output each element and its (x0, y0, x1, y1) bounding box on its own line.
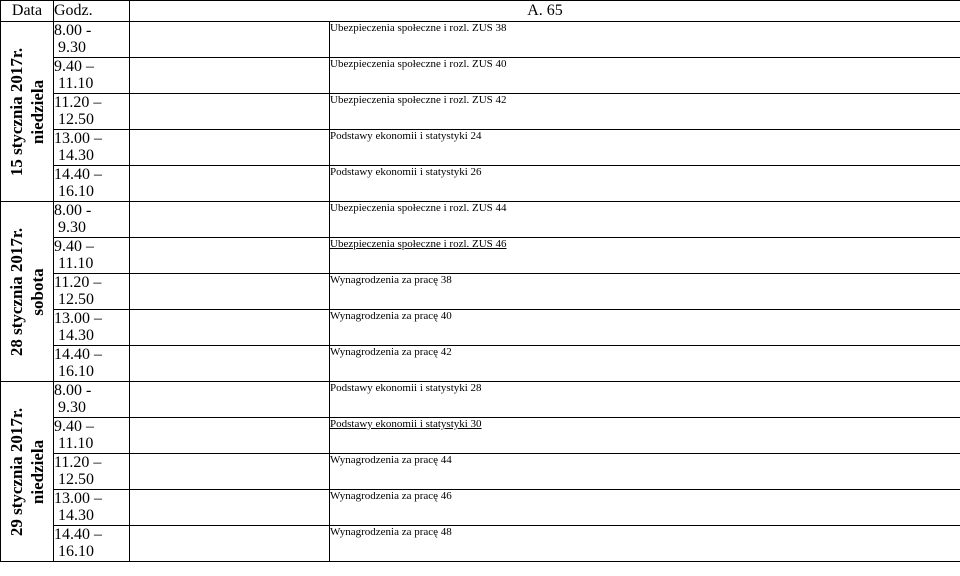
subject-cell: Ubezpieczenia społeczne i rozl. ZUS 40 (330, 58, 960, 94)
time-cell (54, 238, 130, 274)
time-end: 12.50 (58, 111, 94, 128)
time-start: 13.00 – (54, 490, 102, 507)
time-cell (54, 526, 130, 562)
subject-cell: Wynagrodzenia za pracę 44 (330, 454, 960, 490)
subject-cell: Ubezpieczenia społeczne i rozl. ZUS 46 (330, 238, 960, 274)
time-cell (54, 310, 130, 346)
table-row (1, 418, 960, 454)
day-date-cell (1, 382, 54, 562)
table-row (1, 382, 960, 418)
time-cell (54, 418, 130, 454)
subject-cell: Ubezpieczenia społeczne i rozl. ZUS 42 (330, 94, 960, 130)
time-end: 9.30 (58, 399, 86, 416)
time-start: 14.40 – (54, 346, 102, 363)
time-cell (54, 202, 130, 238)
subject-cell: Podstawy ekonomii i statystyki 28 (330, 382, 960, 418)
time-end: 12.50 (58, 291, 94, 308)
subject-cell: Ubezpieczenia społeczne i rozl. ZUS 44 (330, 202, 960, 238)
table-row (1, 526, 960, 562)
day-date-cell (1, 22, 54, 202)
time-start: 9.40 – (54, 418, 94, 435)
table-row (1, 454, 960, 490)
time-cell (54, 22, 130, 58)
time-end: 12.50 (58, 471, 94, 488)
table-row (1, 346, 960, 382)
time-cell (54, 94, 130, 130)
time-start: 9.40 – (54, 58, 94, 75)
time-cell (54, 346, 130, 382)
time-start: 11.20 – (54, 94, 102, 111)
time-cell (54, 58, 130, 94)
time-end: 11.10 (58, 255, 94, 272)
subject-cell: Wynagrodzenia za pracę 40 (330, 310, 960, 346)
header-time: Godz. (54, 1, 130, 22)
time-end: 11.10 (58, 435, 94, 452)
table-row (1, 238, 960, 274)
table-row (1, 310, 960, 346)
time-start: 11.20 – (54, 274, 102, 291)
table-row (1, 58, 960, 94)
table-row (1, 94, 960, 130)
time-end: 9.30 (58, 39, 86, 56)
day-weekday: sobota (28, 267, 47, 316)
time-cell (54, 382, 130, 418)
time-end: 16.10 (58, 363, 94, 380)
table-row (1, 130, 960, 166)
time-start: 14.40 – (54, 526, 102, 543)
subject-cell: Podstawy ekonomii i statystyki 30 (330, 418, 960, 454)
time-end: 11.10 (58, 75, 94, 92)
day-date: 29 stycznia 2017r. (7, 407, 26, 536)
day-date-cell (1, 202, 54, 382)
header-date: Data (1, 1, 54, 22)
time-start: 9.40 – (54, 238, 94, 255)
table-row (1, 202, 960, 238)
day-weekday: niedziela (28, 439, 47, 504)
subject-cell: Podstawy ekonomii i statystyki 24 (330, 130, 960, 166)
time-start: 11.20 – (54, 454, 102, 471)
time-end: 16.10 (58, 183, 94, 200)
time-start: 8.00 - (54, 382, 92, 399)
day-date: 15 stycznia 2017r. (7, 47, 26, 176)
time-end: 9.30 (58, 219, 86, 236)
time-cell (54, 130, 130, 166)
subject-cell: Ubezpieczenia społeczne i rozl. ZUS 38 (330, 22, 960, 58)
time-cell (54, 454, 130, 490)
day-date: 28 stycznia 2017r. (7, 227, 26, 356)
time-cell (54, 166, 130, 202)
subject-cell: Podstawy ekonomii i statystyki 26 (330, 166, 960, 202)
header-room: A. 65 (130, 1, 960, 22)
time-cell (54, 274, 130, 310)
time-end: 14.30 (58, 507, 94, 524)
subject-cell: Wynagrodzenia za pracę 42 (330, 346, 960, 382)
subject-cell: Wynagrodzenia za pracę 46 (330, 490, 960, 526)
time-end: 14.30 (58, 327, 94, 344)
time-start: 13.00 – (54, 310, 102, 327)
table-row (1, 490, 960, 526)
time-start: 13.00 – (54, 130, 102, 147)
day-weekday: niedziela (28, 79, 47, 144)
header-row (1, 1, 960, 22)
table-row (1, 166, 960, 202)
time-end: 16.10 (58, 543, 94, 560)
time-end: 14.30 (58, 147, 94, 164)
time-start: 8.00 - (54, 22, 92, 39)
time-start: 8.00 - (54, 202, 92, 219)
table-row (1, 274, 960, 310)
table-row (1, 22, 960, 58)
subject-cell: Wynagrodzenia za pracę 38 (330, 274, 960, 310)
time-cell (54, 490, 130, 526)
time-start: 14.40 – (54, 166, 102, 183)
subject-cell: Wynagrodzenia za pracę 48 (330, 526, 960, 562)
